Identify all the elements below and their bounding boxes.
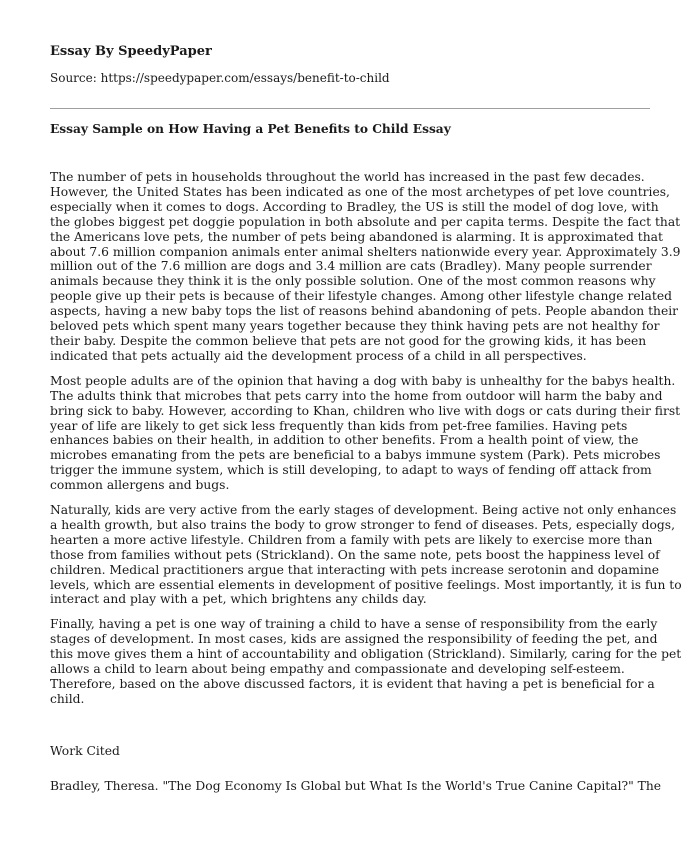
paragraph-3: [50, 503, 682, 607]
text-line: a health growth, but also trains the body to grow stronger to fend of diseases. Pets, especially dogs,: [50, 517, 675, 532]
paragraph-2: [50, 373, 681, 493]
text-line: bring sick to baby. However, according to Khan, children who live with dogs or cats during their first: [50, 403, 681, 418]
text-line: Therefore, based on the above discussed factors, it is evident that having a pet is beneficial for a: [50, 677, 655, 691]
text-line: hearten a more active lifestyle. Children from a family with pets are likely to exercise more than: [50, 532, 653, 547]
text-line: people give up their pets is because of their lifestyle changes. Among other lifestyle change related: [50, 289, 672, 304]
text-line: those from families without pets (Strickland). On the same note, pets boost the happiness level of: [50, 547, 660, 562]
text-line: The adults think that microbes that pets carry into the home from outdoor will harm the baby and: [50, 388, 663, 403]
text-line: the globes biggest pet doggie population in both absolute and per capita terms. Despite the fact that: [50, 214, 681, 229]
text-line: Finally, having a pet is one way of training a child to have a sense of responsibility from the early: [50, 617, 658, 632]
text-line: this move gives them a hint of accountability and obligation (Strickland). Similarly, caring for the pet: [50, 647, 682, 662]
text-line: Naturally, kids are very active from the early stages of development. Being active not only enhances: [50, 503, 677, 518]
text-line: levels, which are essential elements in development of positive feelings. Most importantly, it is fun to: [50, 577, 682, 592]
text-line: indicated that pets actually aid the development process of a child in all perspectives.: [50, 348, 587, 363]
essay-author-heading: Essay By SpeedyPaper: [50, 44, 212, 59]
paragraph-4: [50, 617, 682, 706]
essay-title: Essay Sample on How Having a Pet Benefits to Child Essay: [50, 122, 451, 136]
text-line: child.: [50, 691, 85, 706]
text-line: their baby. Despite the common believe that pets are not good for the growing kids, it has been: [50, 333, 647, 348]
paragraph-1: [50, 170, 681, 364]
text-line: especially when it comes to dogs. According to Bradley, the US is still the model of dog love, with: [50, 199, 659, 214]
source-line: Source: https://speedypaper.com/essays/benefit-to-child: [50, 71, 390, 85]
text-line: interact and play with a pet, which brightens any childs day.: [50, 592, 427, 607]
text-line: allows a child to learn about being empathy and compassionate and developing self-esteem.: [50, 662, 625, 677]
text-line: beloved pets which spent many years together because they think having pets are not healthy for: [50, 319, 660, 334]
citation-entry: Bradley, Theresa. "The Dog Economy Is Global but What Is the World's True Canine Capital?" The: [50, 779, 662, 793]
text-line: stages of development. In most cases, kids are assigned the responsibility of feeding the pet, and: [50, 632, 658, 647]
text-line: enhances babies on their health, in addition to other benefits. From a health point of view, the: [50, 433, 639, 448]
text-line: million out of the 7.6 million are dogs and 3.4 million are cats (Bradley). Many people surrender: [50, 259, 652, 274]
text-line: microbes emanating from the pets are beneficial to a babys immune system (Park). Pets microbes: [50, 448, 661, 463]
essay-body: [50, 170, 682, 717]
text-line: children. Medical practitioners argue that interacting with pets increase serotonin and dopamine: [50, 562, 660, 577]
text-line: animals because they think it is the only possible solution. One of the most common reasons why: [50, 274, 656, 289]
text-line: about 7.6 million companion animals enter animal shelters nationwide every year. Approximately 3.9: [50, 244, 681, 259]
text-line: Most people adults are of the opinion that having a dog with baby is unhealthy for the babys health.: [50, 373, 676, 388]
text-line: The number of pets in households throughout the world has increased in the past few decades.: [50, 170, 645, 184]
text-line: year of life are likely to get sick less frequently than kids from pet-free families. Having pets: [50, 418, 628, 433]
text-line: However, the United States has been indicated as one of the most archetypes of pet love countries,: [50, 184, 670, 199]
text-line: aspects, having a new baby tops the list of reasons behind abandoning of pets. People abandon their: [50, 304, 679, 319]
text-line: trigger the immune system, which is still developing, to adapt to ways of fending off attack from: [50, 463, 652, 478]
text-line: the Americans love pets, the number of pets being abandoned is alarming. It is approximated that: [50, 229, 663, 244]
header-divider: [50, 108, 650, 109]
text-line: common allergens and bugs.: [50, 478, 230, 493]
work-cited-heading: Work Cited: [50, 744, 120, 758]
